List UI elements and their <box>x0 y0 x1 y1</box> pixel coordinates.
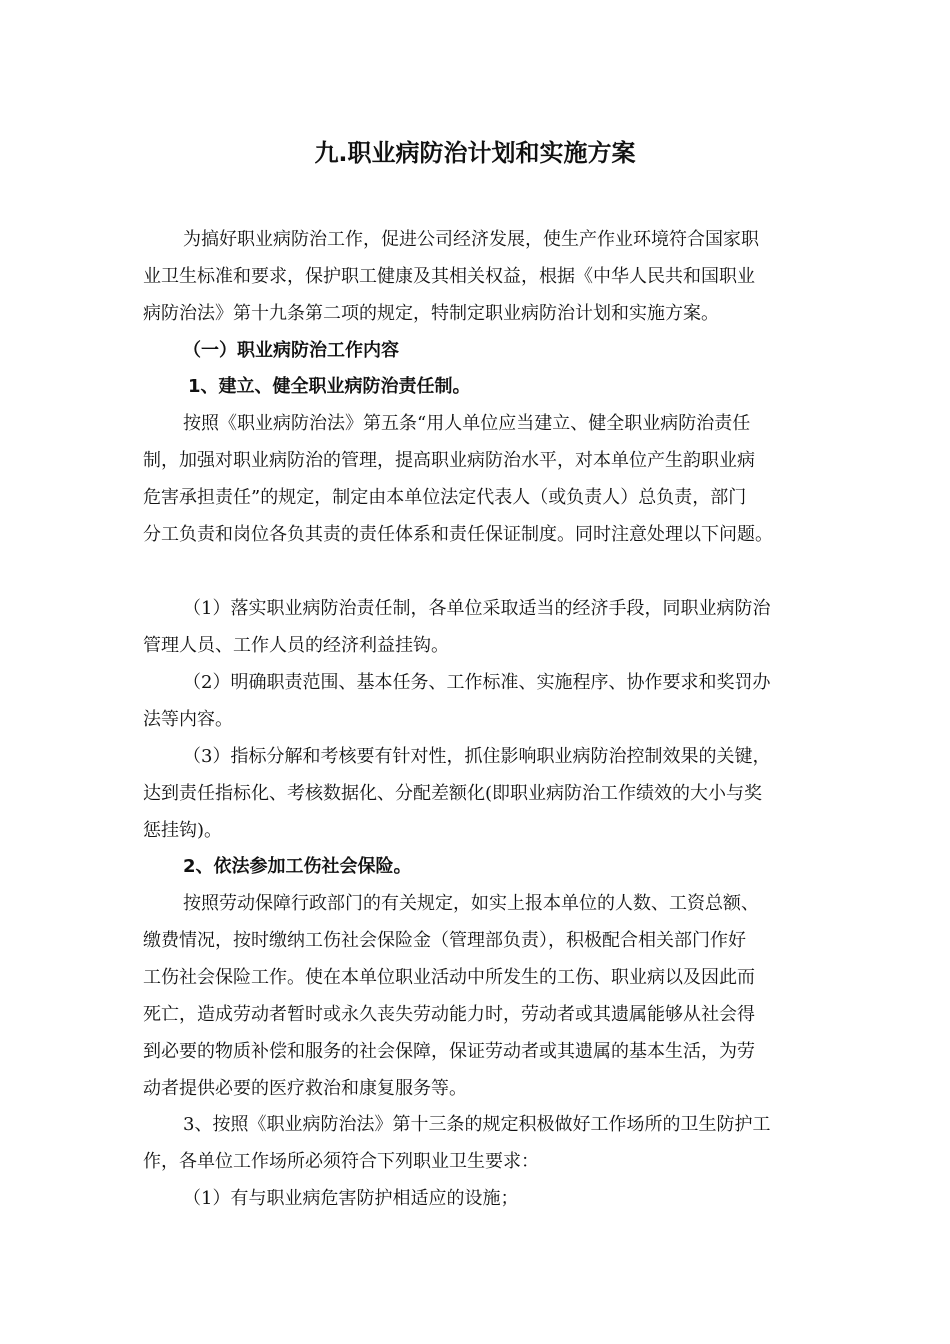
paragraph-line: （2）明确职责范围、基本任务、工作标准、实施程序、协作要求和奖罚办 <box>183 672 771 693</box>
item1-paragraph <box>143 405 823 553</box>
paragraph-line: 惩挂钩)。 <box>143 820 223 841</box>
paragraph-line: 分工负责和岗位各负其责的责任体系和责任保证制度。同时注意处理以下问题。 <box>143 524 773 545</box>
paragraph-line: （1）落实职业病防治责任制，各单位采取适当的经济手段，同职业病防治 <box>183 598 771 619</box>
paragraph-line: 3、按照《职业病防治法》第十三条的规定积极做好工作场所的卫生防护工 <box>183 1114 771 1135</box>
intro-paragraph <box>143 221 823 332</box>
subitem-2 <box>143 664 823 738</box>
paragraph-line: 管理人员、工作人员的经济利益挂钩。 <box>143 635 449 656</box>
page-title: 九.职业病防治计划和实施方案 <box>314 139 636 167</box>
paragraph-line: 按照劳动保障行政部门的有关规定，如实上报本单位的人数、工资总额、 <box>183 893 759 914</box>
paragraph-line: 工伤社会保险工作。使在本单位职业活动中所发生的工伤、职业病以及因此而 <box>143 967 755 988</box>
subitem-1 <box>143 590 823 664</box>
item2-heading: 2、依法参加工伤社会保险。 <box>183 856 412 877</box>
paragraph-line: 缴费情况，按时缴纳工伤社会保险金（管理部负责），积极配合相关部门作好 <box>143 930 746 951</box>
subitem-3 <box>143 738 823 849</box>
paragraph-line: 死亡，造成劳动者暂时或永久丧失劳动能力时，劳动者或其遗属能够从社会得 <box>143 1004 755 1025</box>
paragraph-line: 动者提供必要的医疗救治和康复服务等。 <box>143 1078 467 1099</box>
paragraph-line: 到必要的物质补偿和服务的社会保障，保证劳动者或其遗属的基本生活，为劳 <box>143 1041 755 1062</box>
paragraph-line: 按照《职业病防治法》第五条“用人单位应当建立、健全职业病防治责任 <box>183 413 751 434</box>
section-heading: （一）职业病防治工作内容 <box>183 340 399 361</box>
paragraph-line: 制，加强对职业病防治的管理，提高职业病防治水平，对本单位产生韵职业病 <box>143 450 755 471</box>
paragraph-line: 法等内容。 <box>143 709 233 730</box>
paragraph-line: 为搞好职业病防治工作，促进公司经济发展，使生产作业环境符合国家职 <box>183 229 759 250</box>
item1-heading: 1、建立、健全职业病防治责任制。 <box>188 376 471 397</box>
paragraph-line: 危害承担责任”的规定，制定由本单位法定代表人（或负责人）总负责，部门 <box>143 487 747 508</box>
item3-subitem-1: （1）有与职业病危害防护相适应的设施； <box>183 1188 519 1209</box>
item3-paragraph <box>143 1106 823 1180</box>
paragraph-line: 病防治法》第十九条第二项的规定，特制定职业病防治计划和实施方案。 <box>143 303 719 324</box>
paragraph-line: （3）指标分解和考核要有针对性，抓住影响职业病防治控制效果的关键， <box>183 746 771 767</box>
paragraph-line: 达到责任指标化、考核数据化、分配差额化(即职业病防治工作绩效的大小与奖 <box>143 783 763 804</box>
paragraph-line: 业卫生标准和要求，保护职工健康及其相关权益，根据《中华人民共和国职业 <box>143 266 755 287</box>
paragraph-line: 作，各单位工作场所必须符合下列职业卫生要求： <box>143 1151 539 1172</box>
item2-paragraph <box>143 885 823 1107</box>
